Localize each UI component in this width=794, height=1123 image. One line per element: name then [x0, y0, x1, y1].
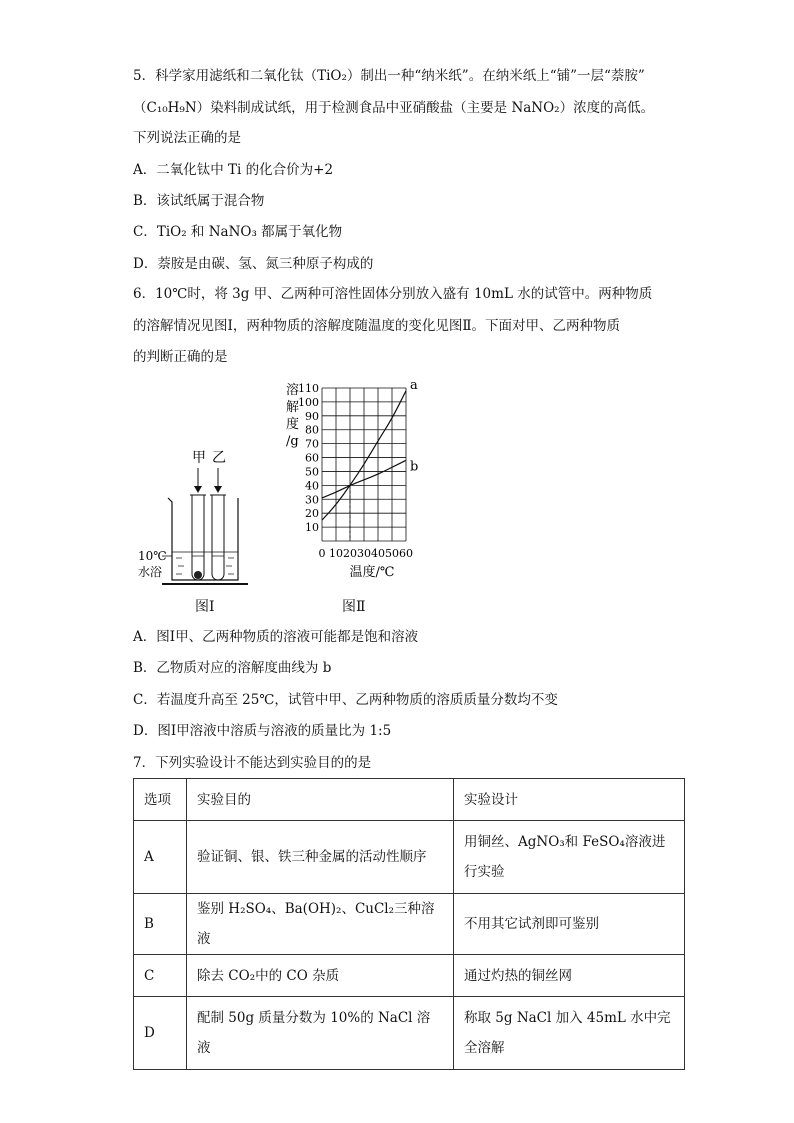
y-axis-label: 度 [286, 417, 300, 432]
q6-option-a: A．图Ⅰ甲、乙两种物质的溶液可能都是饱和溶液 [133, 629, 419, 645]
x-axis-label: 温度/℃ [349, 565, 395, 580]
bath-label: 水浴 [138, 565, 163, 579]
row-a-option: A [134, 821, 187, 894]
curve-label-a: a [410, 377, 418, 393]
table-row [134, 997, 685, 1070]
q7-stem: 7．下列实验设计不能达到实验目的的是 [133, 755, 372, 771]
q6-option-d: D．图Ⅰ甲溶液中溶质与溶液的质量比为 1:5 [133, 723, 392, 739]
q6-stem-line2: 的溶解情况见图Ⅰ，两种物质的溶解度随温度的变化见图Ⅱ。下面对甲、乙两种物质 [133, 318, 621, 334]
table-header-row [134, 779, 685, 821]
curve-label-b: b [410, 459, 419, 475]
q6-option-b: B．乙物质对应的溶解度曲线为 b [133, 660, 332, 676]
q6-stem-line1: 6．10℃时，将 3g 甲、乙两种可溶性固体分别放入盛有 10mL 水的试管中。两种物质 [133, 286, 653, 302]
q5-stem-line3: 下列说法正确的是 [133, 130, 241, 146]
q7-table [133, 778, 685, 1070]
label-jia: 甲 [192, 450, 206, 466]
row-b-design: 不用其它试剂即可鉴别 [454, 894, 685, 955]
x-tick-label: 0 [318, 547, 326, 560]
y-tick-label: 50 [305, 465, 319, 479]
q5-stem-line2: （C₁₀H₉N）染料制成试纸，用于检测食品中亚硝酸盐（主要是 NaNO₂）浓度的高低。 [133, 100, 655, 116]
q5-option-b: B．该试纸属于混合物 [133, 193, 265, 209]
x-tick-label: 50 [385, 547, 399, 560]
x-tick-label: 40 [371, 547, 385, 560]
y-tick-label: 30 [305, 493, 319, 507]
row-c-purpose: 除去 CO₂中的 CO 杂质 [187, 955, 454, 997]
temp-label: 10℃ [138, 549, 167, 563]
x-tick-label: 20 [343, 547, 357, 560]
label-yi: 乙 [212, 450, 226, 466]
y-tick-label: 10 [305, 521, 319, 535]
row-d-option: D [134, 997, 187, 1070]
x-tick-label: 60 [399, 547, 413, 560]
row-b-option: B [134, 894, 187, 955]
q5-option-c: C．TiO₂ 和 NaNO₃ 都属于氧化物 [133, 224, 343, 240]
table-row [134, 821, 685, 894]
figure-2-caption: 图Ⅱ [342, 599, 366, 615]
y-tick-label: 110 [298, 382, 319, 395]
row-c-design: 通过灼热的铜丝网 [454, 955, 685, 997]
q5-option-a: A．二氧化钛中 Ti 的化合价为+2 [133, 162, 334, 178]
q6-stem-line3: 的判断正确的是 [133, 349, 228, 365]
header-option: 选项 [134, 779, 187, 821]
y-tick-label: 20 [305, 507, 319, 521]
row-a-purpose: 验证铜、银、铁三种金属的活动性顺序 [187, 821, 454, 894]
y-axis-label: 溶 [286, 383, 300, 398]
y-tick-label: 70 [305, 437, 319, 451]
q6-option-c: C．若温度升高至 25℃，试管中甲、乙两种物质的溶质质量分数均不变 [133, 692, 558, 708]
q5-stem-line1: 5．科学家用滤纸和二氧化钛（TiO₂）制出一种“纳米纸”。在纳米纸上“铺”一层“萘胺” [133, 68, 645, 84]
y-axis-label: /g [286, 434, 299, 449]
row-d-purpose: 配制 50g 质量分数为 10%的 NaCl 溶液 [187, 997, 454, 1070]
row-d-design: 称取 5g NaCl 加入 45mL 水中完全溶解 [454, 997, 685, 1070]
header-purpose: 实验目的 [187, 779, 454, 821]
header-design: 实验设计 [454, 779, 685, 821]
table-row [134, 955, 685, 997]
y-tick-label: 100 [298, 395, 319, 409]
solubility-chart [270, 376, 430, 586]
row-a-design: 用铜丝、AgNO₃和 FeSO₄溶液进行实验 [454, 821, 685, 894]
table-row [134, 894, 685, 955]
figure-1-caption: 图Ⅰ [195, 599, 215, 615]
y-tick-label: 40 [305, 479, 319, 493]
y-tick-label: 80 [305, 423, 319, 437]
figure-1-beaker [130, 440, 270, 590]
row-b-purpose: 鉴别 H₂SO₄、Ba(OH)₂、CuCl₂三种溶液 [187, 894, 454, 955]
x-tick-label: 10 [329, 547, 343, 560]
row-c-option: C [134, 955, 187, 997]
y-axis-label: 解 [286, 400, 300, 415]
x-tick-label: 30 [357, 547, 371, 560]
y-tick-label: 60 [305, 451, 319, 465]
y-tick-label: 90 [305, 409, 319, 423]
q5-option-d: D．萘胺是由碳、氢、氮三种原子构成的 [133, 256, 374, 272]
